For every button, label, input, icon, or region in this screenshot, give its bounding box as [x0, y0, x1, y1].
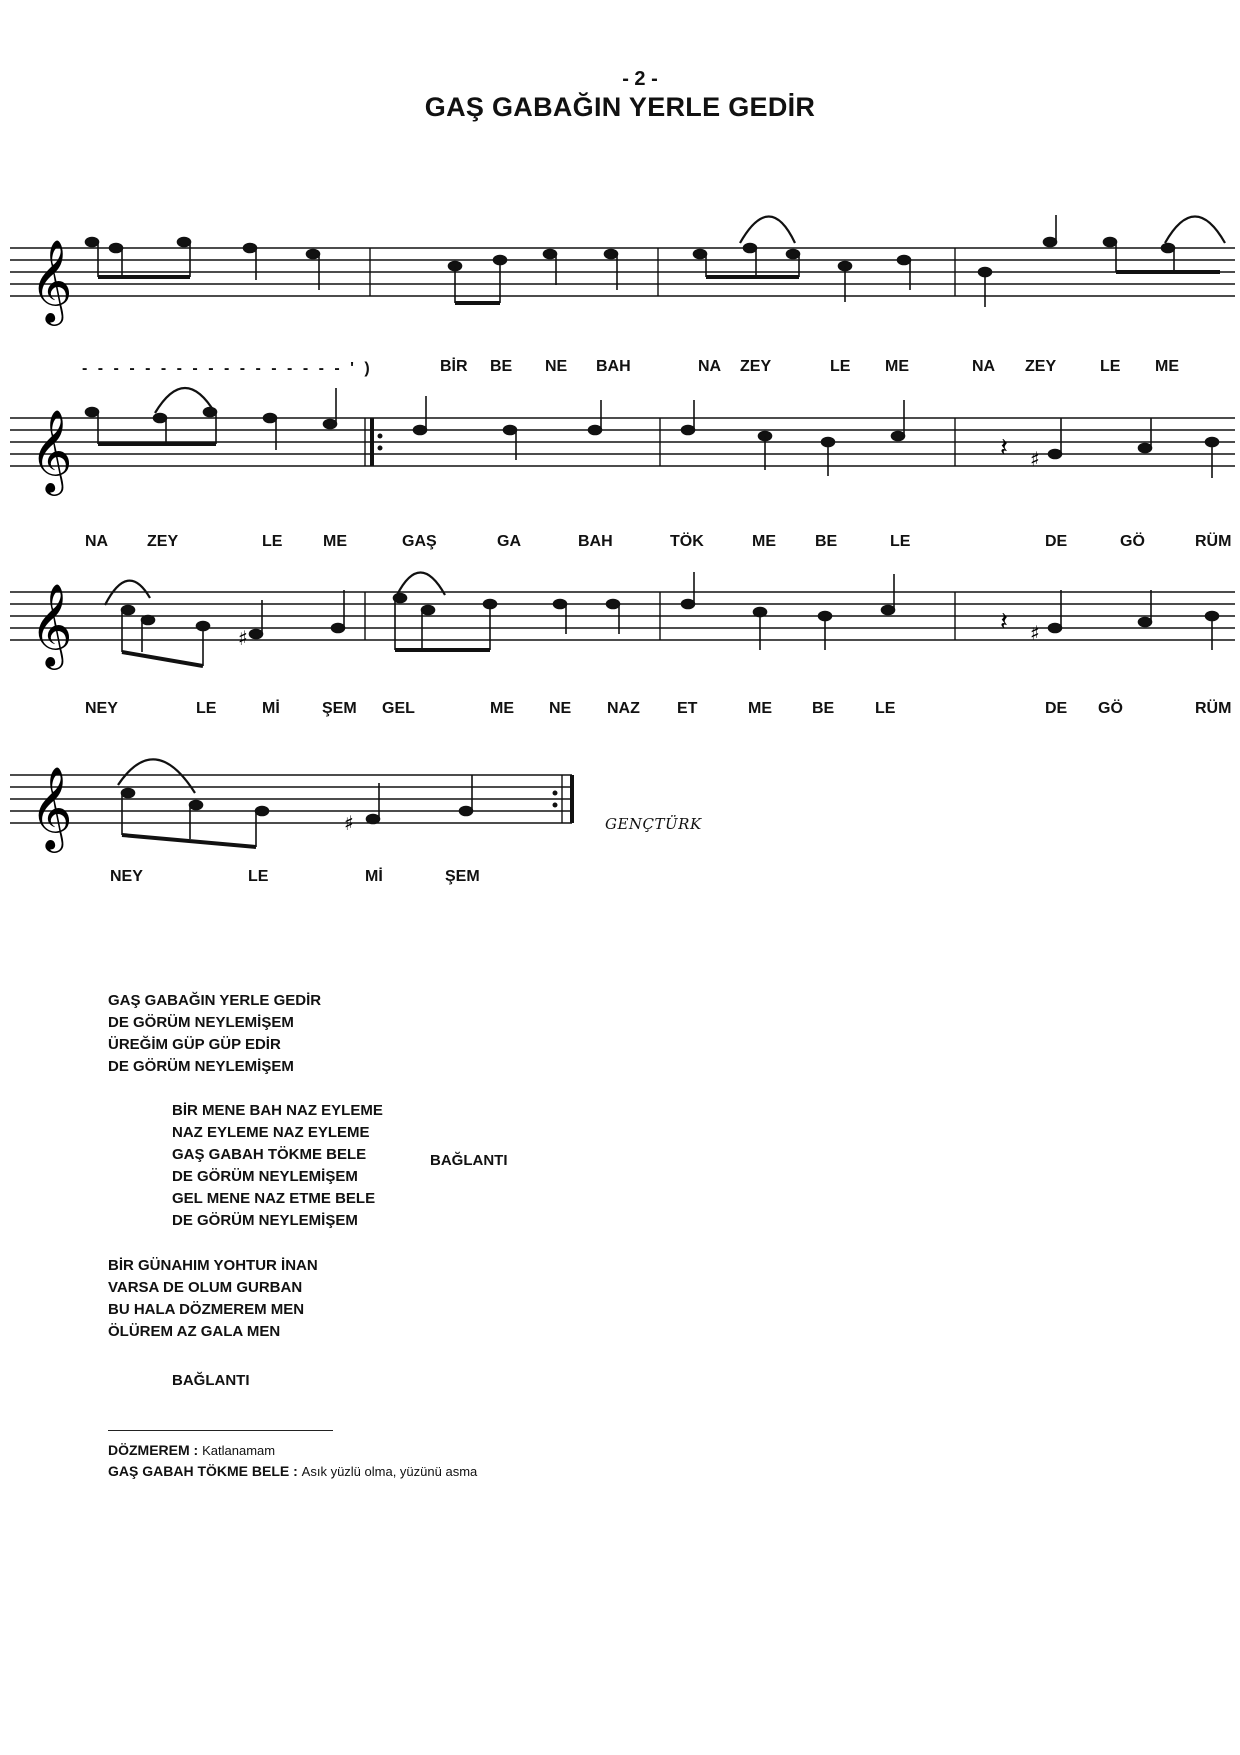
- staff-1: [0, 205, 1240, 335]
- refrain-line: BİR MENE BAH NAZ EYLEME: [172, 1102, 383, 1119]
- syllable: GÖ: [1098, 700, 1123, 717]
- syllable: BE: [812, 700, 835, 717]
- verse-line: VARSA DE OLUM GURBAN: [108, 1279, 303, 1296]
- syllable: NA: [972, 358, 996, 375]
- syllable: RÜM: [1195, 533, 1232, 550]
- staff-3: [0, 550, 1240, 690]
- syllable: DE: [1045, 700, 1068, 717]
- glossary-definition: Katlanamam: [202, 1443, 276, 1458]
- syllable: TÖK: [670, 533, 704, 550]
- syllable: LE: [1100, 358, 1121, 375]
- refrain-line: DE GÖRÜM NEYLEMİŞEM: [172, 1212, 358, 1229]
- syllable: ZEY: [1025, 358, 1057, 375]
- syllable: LE: [875, 700, 896, 717]
- syllable: ME: [490, 700, 514, 717]
- treble-clef-icon: 𝄞: [30, 765, 73, 849]
- lyric-dashes: - - - - - - - - - - - - - - - - - ' ): [82, 360, 373, 377]
- composer-signature: GENÇTÜRK: [605, 815, 702, 833]
- staff-2: [0, 378, 1240, 508]
- refrain-line: GAŞ GABAH TÖKME BELE: [172, 1146, 367, 1163]
- syllable: BAH: [578, 533, 613, 550]
- svg-text:𝄽: 𝄽: [1000, 433, 1008, 463]
- syllable: LE: [890, 533, 911, 550]
- syllable: NAZ: [607, 700, 640, 717]
- treble-clef-icon: 𝄞: [30, 238, 73, 322]
- syllable: NEY: [110, 868, 143, 885]
- syllable: RÜM: [1195, 700, 1232, 717]
- glossary-entry: [108, 1461, 477, 1482]
- verse-2: [108, 1255, 318, 1343]
- syllable: NA: [85, 533, 109, 550]
- glossary: [108, 1440, 477, 1482]
- verse-line: ÖLÜREM AZ GALA MEN: [108, 1323, 281, 1340]
- syllable: ZEY: [147, 533, 179, 550]
- syllable: LE: [830, 358, 851, 375]
- syllable: DE: [1045, 533, 1068, 550]
- refrain-line: NAZ EYLEME NAZ EYLEME: [172, 1124, 370, 1141]
- syllable: ET: [677, 700, 698, 717]
- syllable: ME: [752, 533, 776, 550]
- staff-4: [0, 735, 1240, 865]
- syllable: LE: [262, 533, 283, 550]
- refrain-line: DE GÖRÜM NEYLEMİŞEM: [172, 1168, 358, 1185]
- syllable: Mİ: [365, 868, 383, 885]
- syllable: BİR: [440, 358, 468, 375]
- syllable: BAH: [596, 358, 631, 375]
- syllable: ZEY: [740, 358, 772, 375]
- verse-line: DE GÖRÜM NEYLEMİŞEM: [108, 1014, 294, 1031]
- syllable: ŞEM: [445, 868, 480, 885]
- svg-text:♯: ♯: [1030, 447, 1040, 471]
- svg-text:♯: ♯: [344, 811, 354, 835]
- lyrics-line-4: [0, 868, 1240, 892]
- syllable: NE: [549, 700, 572, 717]
- glossary-term: DÖZMEREM :: [108, 1442, 199, 1458]
- syllable: BE: [490, 358, 513, 375]
- song-title: GAŞ GABAĞIN YERLE GEDİR: [424, 92, 816, 122]
- syllable: ME: [1155, 358, 1179, 375]
- refrain-reference-label: BAĞLANTI: [172, 1372, 250, 1389]
- page-number: - 2 -: [622, 68, 658, 90]
- treble-clef-icon: 𝄞: [30, 408, 73, 492]
- glossary-definition: Asık yüzlü olma, yüzünü asma: [301, 1464, 478, 1479]
- verse-line: GAŞ GABAĞIN YERLE GEDİR: [108, 992, 322, 1009]
- syllable: ME: [323, 533, 347, 550]
- syllable: ME: [885, 358, 909, 375]
- syllable: LE: [248, 868, 269, 885]
- refrain: [172, 1100, 383, 1232]
- verse-line: DE GÖRÜM NEYLEMİŞEM: [108, 1058, 294, 1075]
- glossary-divider: [108, 1430, 333, 1431]
- syllable: NEY: [85, 700, 118, 717]
- svg-text:𝄽: 𝄽: [1000, 607, 1008, 637]
- syllable: GÖ: [1120, 533, 1145, 550]
- syllable: GAŞ: [402, 533, 437, 550]
- glossary-term: GAŞ GABAH TÖKME BELE :: [108, 1463, 298, 1479]
- syllable: GA: [497, 533, 521, 550]
- treble-clef-icon: 𝄞: [30, 582, 73, 666]
- refrain-reference: [172, 1370, 250, 1392]
- glossary-entry: [108, 1440, 477, 1461]
- syllable: BE: [815, 533, 838, 550]
- syllable: GEL: [382, 700, 415, 717]
- verse-line: ÜREĞİM GÜP GÜP EDİR: [108, 1036, 281, 1053]
- refrain-line: GEL MENE NAZ ETME BELE: [172, 1190, 376, 1207]
- syllable: LE: [196, 700, 217, 717]
- refrain-label: BAĞLANTI: [430, 1152, 508, 1169]
- syllable: ME: [748, 700, 772, 717]
- svg-text:♯: ♯: [1030, 621, 1040, 645]
- syllable: NE: [545, 358, 568, 375]
- syllable: Mİ: [262, 700, 280, 717]
- syllable: NA: [698, 358, 722, 375]
- lyrics-line-3: [0, 700, 1240, 724]
- verse-line: BU HALA DÖZMEREM MEN: [108, 1301, 305, 1318]
- verse-1: [108, 990, 321, 1078]
- verse-line: BİR GÜNAHIM YOHTUR İNAN: [108, 1257, 318, 1274]
- syllable: ŞEM: [322, 700, 357, 717]
- svg-text:♯: ♯: [238, 626, 248, 650]
